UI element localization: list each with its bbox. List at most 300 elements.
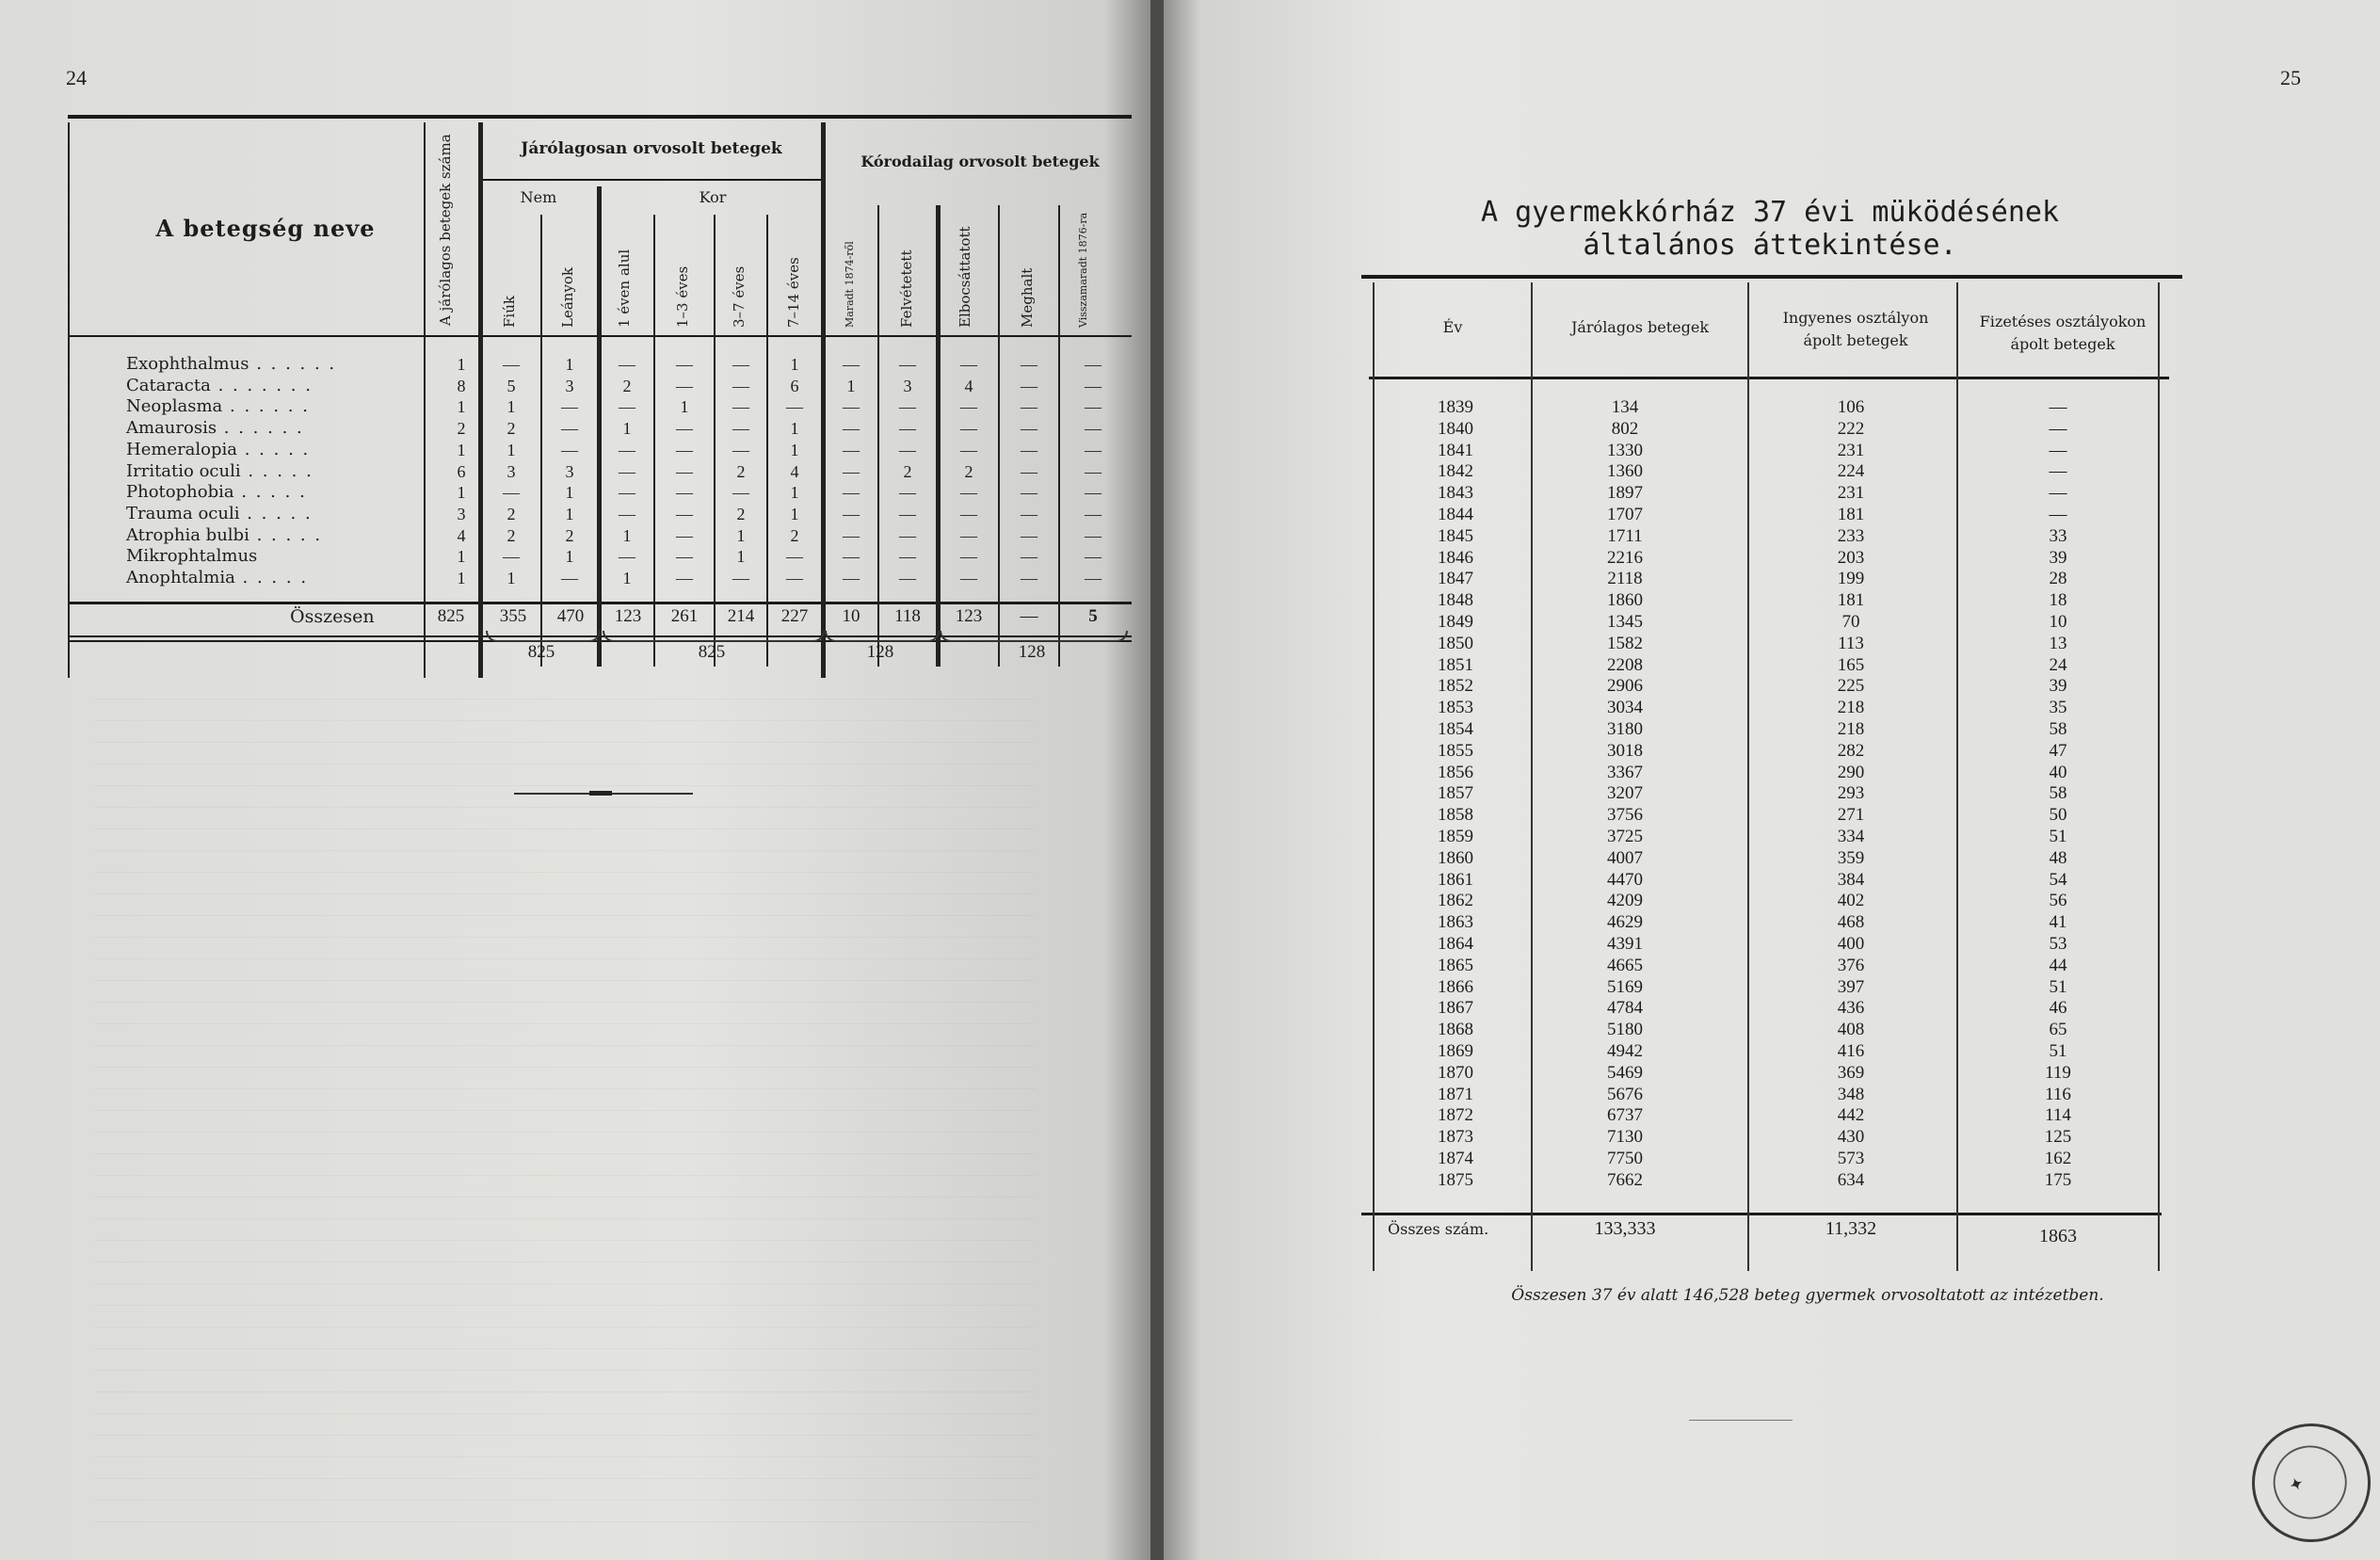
age-sum: 825 bbox=[698, 642, 726, 662]
table-cell: — bbox=[732, 440, 749, 459]
table-cell: 1840 bbox=[1438, 418, 1473, 439]
table-cell: 1 bbox=[790, 419, 799, 439]
table-cell: 408 bbox=[1837, 1020, 1865, 1040]
disease-name: Anophtalmia . . . . . bbox=[126, 568, 309, 588]
table-cell: — bbox=[960, 504, 977, 523]
table-cell: — bbox=[619, 483, 635, 503]
table-cell: 218 bbox=[1837, 698, 1865, 718]
table-cell: — bbox=[732, 569, 749, 588]
table-cell: 1 bbox=[846, 376, 856, 395]
col-line bbox=[1747, 282, 1749, 1271]
table-cell: 44 bbox=[2049, 955, 2067, 975]
col-line bbox=[1956, 282, 1958, 1271]
disease-name: Hemeralopia . . . . . bbox=[126, 439, 311, 459]
table-cell: 1858 bbox=[1438, 805, 1473, 826]
top-rule bbox=[68, 115, 1132, 119]
table-cell: 1 bbox=[457, 397, 466, 417]
table-cell: — bbox=[1085, 419, 1102, 439]
table-cell: 5 bbox=[507, 376, 516, 395]
table-cell: — bbox=[1021, 504, 1037, 523]
table-cell: 1862 bbox=[1438, 891, 1473, 911]
table-cell: — bbox=[676, 504, 693, 523]
admitted-sum-brace bbox=[825, 631, 940, 642]
table-cell: 2 bbox=[565, 525, 574, 545]
col-header-age7-14: 7–14 éves bbox=[785, 257, 802, 328]
count-header: A járólagos betegek száma bbox=[437, 134, 454, 326]
table-cell: 442 bbox=[1837, 1105, 1865, 1126]
table-cell: 1866 bbox=[1438, 976, 1473, 997]
table-cell: — bbox=[619, 547, 635, 567]
table-cell: 1843 bbox=[1438, 483, 1473, 504]
table-cell: 1856 bbox=[1438, 762, 1473, 782]
table-cell: 1 bbox=[622, 569, 632, 588]
table-cell: — bbox=[732, 419, 749, 439]
col-header-felvetetett: Felvétetett bbox=[898, 249, 915, 328]
table-cell: 1842 bbox=[1438, 461, 1473, 482]
total-under1: 123 bbox=[614, 606, 642, 626]
table-cell: 125 bbox=[2044, 1127, 2072, 1148]
table-cell: — bbox=[899, 483, 916, 503]
table-cell: 53 bbox=[2049, 933, 2067, 954]
table-cell: 40 bbox=[2049, 762, 2067, 782]
table-cell: 3 bbox=[565, 461, 574, 481]
table-cell: 1 bbox=[790, 504, 799, 523]
table-cell: — bbox=[561, 419, 578, 439]
table-cell: 1 bbox=[680, 397, 689, 417]
table-cell: 282 bbox=[1837, 740, 1865, 761]
table-cell: — bbox=[1021, 419, 1037, 439]
disease-table bbox=[68, 111, 1132, 667]
disease-name: Photophobia . . . . . bbox=[126, 482, 307, 503]
table-cell: 116 bbox=[2045, 1084, 2071, 1104]
table-cell: — bbox=[899, 419, 916, 439]
table-cell: 1859 bbox=[1438, 826, 1473, 846]
table-cell: 1 bbox=[790, 483, 799, 503]
table-cell: 1860 bbox=[1607, 590, 1643, 611]
table-cell: 4784 bbox=[1607, 998, 1643, 1019]
outpatients-column bbox=[1578, 397, 1672, 1191]
table-cell: — bbox=[960, 483, 977, 503]
table-cell: — bbox=[561, 569, 578, 588]
table-cell: 165 bbox=[1837, 654, 1865, 675]
disease-name: Atrophia bulbi . . . . . bbox=[126, 524, 323, 545]
table-cell: 233 bbox=[1837, 525, 1865, 546]
table-cell: — bbox=[899, 355, 916, 374]
table-cell: 1852 bbox=[1438, 676, 1473, 697]
table-cell: 39 bbox=[2049, 676, 2067, 697]
table-cell: — bbox=[561, 397, 578, 417]
table-cell: 70 bbox=[1841, 611, 1860, 632]
table-cell: 2208 bbox=[1607, 654, 1643, 675]
table-cell: 5180 bbox=[1607, 1020, 1643, 1040]
table-cell: 3018 bbox=[1607, 740, 1643, 761]
table-cell: — bbox=[676, 440, 693, 459]
col-header-age1-3: 1–3 éves bbox=[674, 265, 691, 328]
sex-sum: 825 bbox=[527, 642, 555, 662]
table-cell: 47 bbox=[2049, 740, 2067, 761]
table-cell: 8 bbox=[457, 376, 466, 395]
age-subheader: Kor bbox=[699, 188, 727, 206]
table-cell: 1869 bbox=[1438, 1040, 1473, 1061]
table-cell: 334 bbox=[1837, 826, 1865, 846]
table-cell: 1846 bbox=[1438, 547, 1473, 568]
table-cell: 181 bbox=[1837, 504, 1865, 524]
total-age3-7: 214 bbox=[727, 606, 755, 626]
page-title: A gyermekkórház 37 évi müködésének általános áttekintése. bbox=[1480, 196, 2060, 262]
table-cell: 1 bbox=[622, 419, 632, 439]
table-cell: 369 bbox=[1837, 1062, 1865, 1083]
table-cell: 114 bbox=[2045, 1105, 2071, 1126]
table-cell: 1875 bbox=[1438, 1169, 1473, 1190]
table-cell: — bbox=[503, 483, 520, 503]
table-cell: — bbox=[503, 355, 520, 374]
table-cell: 1582 bbox=[1607, 633, 1643, 653]
table-cell: — bbox=[1085, 355, 1102, 374]
page-number-left: 24 bbox=[66, 66, 87, 89]
table-cell: 1873 bbox=[1438, 1127, 1473, 1148]
table-cell: — bbox=[619, 461, 635, 481]
table-cell: 2906 bbox=[1607, 676, 1643, 697]
table-cell: 1 bbox=[736, 547, 746, 567]
table-cell: — bbox=[732, 397, 749, 417]
table-cell: 6 bbox=[457, 461, 466, 481]
table-cell: 3034 bbox=[1607, 698, 1643, 718]
col-header-maradt: Maradt 1874-ről bbox=[844, 241, 856, 328]
table-cell: 1874 bbox=[1438, 1148, 1473, 1168]
table-cell: — bbox=[1021, 376, 1037, 395]
table-cell: — bbox=[843, 547, 860, 567]
disease-name: Trauma oculi . . . . . bbox=[126, 503, 313, 523]
table-cell: 430 bbox=[1837, 1127, 1865, 1148]
table-cell: — bbox=[960, 569, 977, 588]
table-cell: 1849 bbox=[1438, 611, 1473, 632]
table-cell: — bbox=[786, 397, 803, 417]
table-cell: 162 bbox=[2044, 1148, 2072, 1168]
table-cell: 1 bbox=[457, 547, 466, 567]
totals-label: Összesen bbox=[290, 606, 375, 627]
table-cell: — bbox=[899, 504, 916, 523]
col-header-age3-7: 3–7 éves bbox=[731, 265, 748, 328]
table-cell: 1855 bbox=[1438, 740, 1473, 761]
table-cell: 1 bbox=[736, 525, 746, 545]
table-cell: — bbox=[676, 355, 693, 374]
table-cell: 2 bbox=[507, 525, 516, 545]
discharged-sum: 128 bbox=[1018, 642, 1046, 662]
table-cell: 2 bbox=[622, 376, 632, 395]
total-felvetetett: 118 bbox=[894, 606, 921, 626]
col-header-under1: 1 éven alul bbox=[616, 249, 633, 328]
age-sum-brace bbox=[603, 631, 825, 642]
table-cell: 41 bbox=[2049, 912, 2067, 933]
table-cell: 1848 bbox=[1438, 590, 1473, 611]
table-cell: 2 bbox=[507, 504, 516, 523]
table-cell: 113 bbox=[1838, 633, 1864, 653]
visszamaradt-column bbox=[1060, 354, 1126, 589]
paying-ward-column bbox=[2011, 397, 2105, 1191]
table-cell: 3 bbox=[457, 504, 466, 523]
table-cell: — bbox=[843, 461, 860, 481]
table-cell: — bbox=[561, 440, 578, 459]
table-cell: 634 bbox=[1837, 1169, 1865, 1190]
book-gutter bbox=[1150, 0, 1164, 1560]
table-cell: 46 bbox=[2049, 998, 2067, 1019]
table-cell: — bbox=[1021, 440, 1037, 459]
table-cell: 3 bbox=[507, 461, 516, 481]
top-rule bbox=[1361, 275, 2182, 279]
col-line bbox=[1531, 282, 1533, 1271]
table-cell: — bbox=[786, 547, 803, 567]
table-cell: 56 bbox=[2049, 891, 2067, 911]
table-cell: 5169 bbox=[1607, 976, 1643, 997]
paying-ward-header: Fizetéses osztályokon ápolt betegek bbox=[1979, 313, 2147, 353]
table-cell: — bbox=[1085, 440, 1102, 459]
table-cell: 54 bbox=[2049, 869, 2067, 890]
table-cell: — bbox=[676, 569, 693, 588]
table-cell: 7130 bbox=[1607, 1127, 1643, 1148]
table-cell: 4942 bbox=[1607, 1040, 1643, 1061]
table-cell: 48 bbox=[2049, 847, 2067, 868]
table-cell: 1 bbox=[565, 355, 574, 374]
table-cell: — bbox=[899, 525, 916, 545]
table-cell: 1 bbox=[457, 569, 466, 588]
table-cell: 1867 bbox=[1438, 998, 1473, 1019]
table-cell: 224 bbox=[1837, 461, 1865, 482]
table-cell: — bbox=[732, 355, 749, 374]
table-cell: — bbox=[843, 483, 860, 503]
table-cell: 1851 bbox=[1438, 654, 1473, 675]
table-cell: 290 bbox=[1837, 762, 1865, 782]
table-cell: 18 bbox=[2049, 590, 2067, 611]
table-cell: 3 bbox=[903, 376, 912, 395]
total-visszamaradt: 5 bbox=[1088, 606, 1098, 626]
table-cell: 4007 bbox=[1607, 847, 1643, 868]
table-cell: 2 bbox=[736, 461, 746, 481]
table-cell: 402 bbox=[1837, 891, 1865, 911]
table-cell: — bbox=[1021, 355, 1037, 374]
total-age1-3: 261 bbox=[670, 606, 699, 626]
table-cell: 400 bbox=[1837, 933, 1865, 954]
table-cell: 24 bbox=[2049, 654, 2067, 675]
table-cell: 2 bbox=[964, 461, 973, 481]
discharged-sum-brace bbox=[940, 631, 1128, 642]
table-cell: — bbox=[2049, 418, 2067, 439]
table-cell: 13 bbox=[2049, 633, 2067, 653]
free-ward-header: Ingyenes osztályon ápolt betegek bbox=[1782, 309, 1929, 349]
disease-names bbox=[126, 354, 336, 589]
totals-label: Összes szám. bbox=[1388, 1220, 1489, 1238]
table-cell: 1863 bbox=[1438, 912, 1473, 933]
table-cell: — bbox=[1021, 483, 1037, 503]
table-cell: 468 bbox=[1837, 912, 1865, 933]
table-cell: — bbox=[960, 547, 977, 567]
table-cell: 1345 bbox=[1607, 611, 1643, 632]
table-cell: 1707 bbox=[1607, 504, 1643, 524]
table-cell: 35 bbox=[2049, 698, 2067, 718]
year-header: Év bbox=[1442, 318, 1463, 336]
table-cell: — bbox=[899, 397, 916, 417]
under1-column bbox=[601, 354, 653, 589]
table-cell: 436 bbox=[1837, 998, 1865, 1019]
table-cell: 1 bbox=[507, 397, 516, 417]
disease-name: Amaurosis . . . . . . bbox=[126, 418, 304, 439]
table-cell: — bbox=[676, 525, 693, 545]
outpatient-group-header: Járólagosan orvosolt betegek bbox=[521, 139, 782, 158]
leanyok-column bbox=[542, 354, 597, 589]
table-cell: 4629 bbox=[1607, 912, 1643, 933]
table-cell: 3207 bbox=[1607, 783, 1643, 804]
table-cell: — bbox=[1085, 547, 1102, 567]
table-cell: 6737 bbox=[1607, 1105, 1643, 1126]
total-count: 825 bbox=[437, 606, 465, 626]
disease-name: Exophthalmus . . . . . . bbox=[126, 354, 337, 374]
table-cell: — bbox=[503, 547, 520, 567]
table-cell: 5469 bbox=[1607, 1062, 1643, 1083]
table-cell: — bbox=[960, 355, 977, 374]
table-cell: — bbox=[1085, 461, 1102, 481]
table-cell: 1 bbox=[622, 525, 632, 545]
table-cell: — bbox=[786, 569, 803, 588]
col-line bbox=[1373, 282, 1375, 1271]
table-cell: 6 bbox=[790, 376, 799, 395]
table-cell: 4 bbox=[790, 461, 799, 481]
table-cell: 199 bbox=[1837, 569, 1865, 589]
total-elbocsattatott: 123 bbox=[955, 606, 983, 626]
total-maradt: 10 bbox=[842, 606, 860, 626]
table-cell: 1 bbox=[565, 547, 574, 567]
year-column bbox=[1418, 397, 1493, 1191]
table-cell: 1897 bbox=[1607, 483, 1643, 504]
col-header-elbocsattatott: Elbocsáttatott bbox=[957, 226, 973, 328]
table-cell: 4391 bbox=[1607, 933, 1643, 954]
table-cell: 58 bbox=[2049, 718, 2067, 739]
table-cell: — bbox=[2049, 397, 2067, 417]
table-cell: 1844 bbox=[1438, 504, 1473, 524]
table-cell: 7662 bbox=[1607, 1169, 1643, 1190]
table-cell: 1711 bbox=[1607, 525, 1643, 546]
table-cell: — bbox=[619, 504, 635, 523]
table-cell: — bbox=[619, 355, 635, 374]
section-divider bbox=[514, 793, 693, 795]
table-cell: 1 bbox=[507, 569, 516, 588]
table-cell: 4 bbox=[964, 376, 973, 395]
table-cell: — bbox=[732, 483, 749, 503]
table-cell: — bbox=[1085, 483, 1102, 503]
table-cell: 1854 bbox=[1438, 718, 1473, 739]
table-cell: 359 bbox=[1837, 847, 1865, 868]
disease-name-header: A betegség neve bbox=[155, 215, 376, 242]
age7-14-column bbox=[768, 354, 821, 589]
table-cell: — bbox=[843, 419, 860, 439]
table-cell: — bbox=[843, 504, 860, 523]
table-cell: 271 bbox=[1837, 805, 1865, 826]
total-leanyok: 470 bbox=[556, 606, 585, 626]
count-column bbox=[444, 354, 478, 589]
table-cell: 51 bbox=[2049, 1040, 2067, 1061]
table-cell: — bbox=[899, 440, 916, 459]
table-cell: 1870 bbox=[1438, 1062, 1473, 1083]
table-cell: 1 bbox=[565, 483, 574, 503]
col-header-fiuk: Fiúk bbox=[501, 296, 518, 328]
table-cell: 203 bbox=[1837, 547, 1865, 568]
table-cell: 3367 bbox=[1607, 762, 1643, 782]
table-cell: — bbox=[2049, 461, 2067, 482]
table-cell: — bbox=[1085, 376, 1102, 395]
table-cell: — bbox=[1085, 397, 1102, 417]
col-header-visszamaradt: Visszamaradt 1876-ra bbox=[1077, 212, 1089, 328]
table-cell: 231 bbox=[1837, 440, 1865, 460]
table-cell: 1871 bbox=[1438, 1084, 1473, 1104]
table-cell: 1861 bbox=[1438, 869, 1473, 890]
stamp-mark: ✦ bbox=[2287, 1473, 2306, 1495]
table-cell: 65 bbox=[2049, 1020, 2067, 1040]
header-bottom-rule bbox=[1369, 377, 2169, 379]
table-cell: 3756 bbox=[1607, 805, 1643, 826]
felvetetett-column bbox=[879, 354, 936, 589]
yearly-overview-table bbox=[1361, 275, 2182, 1273]
table-cell: 1 bbox=[457, 483, 466, 503]
table-cell: — bbox=[1021, 461, 1037, 481]
table-cell: — bbox=[2049, 440, 2067, 460]
table-cell: — bbox=[960, 440, 977, 459]
table-cell: 2 bbox=[790, 525, 799, 545]
table-cell: 1360 bbox=[1607, 461, 1643, 482]
table-cell: — bbox=[960, 419, 977, 439]
table-cell: 1841 bbox=[1438, 440, 1473, 460]
col-line bbox=[424, 122, 426, 678]
table-cell: — bbox=[843, 397, 860, 417]
fiuk-column bbox=[482, 354, 540, 589]
table-cell: — bbox=[619, 440, 635, 459]
table-cell: 28 bbox=[2049, 569, 2067, 589]
disease-name: Mikrophtalmus bbox=[126, 546, 258, 567]
table-cell: 1872 bbox=[1438, 1105, 1473, 1126]
table-cell: — bbox=[676, 419, 693, 439]
table-cell: 58 bbox=[2049, 783, 2067, 804]
total-outpatients: 133,333 bbox=[1594, 1218, 1656, 1239]
table-cell: 4470 bbox=[1607, 869, 1643, 890]
table-cell: 218 bbox=[1837, 718, 1865, 739]
col-header-leanyok: Leányok bbox=[559, 266, 576, 328]
table-cell: 51 bbox=[2049, 826, 2067, 846]
table-cell: — bbox=[676, 547, 693, 567]
table-cell: 175 bbox=[2044, 1169, 2072, 1190]
table-cell: 3725 bbox=[1607, 826, 1643, 846]
table-cell: 1845 bbox=[1438, 525, 1473, 546]
maradt-column bbox=[825, 354, 877, 589]
total-paying-ward: 1863 bbox=[2039, 1226, 2077, 1246]
table-cell: 1850 bbox=[1438, 633, 1473, 653]
outpatients-header: Járólagos betegek bbox=[1570, 318, 1710, 336]
table-cell: — bbox=[1085, 504, 1102, 523]
table-cell: 2 bbox=[507, 419, 516, 439]
table-cell: 181 bbox=[1837, 590, 1865, 611]
table-cell: — bbox=[843, 525, 860, 545]
table-cell: 1868 bbox=[1438, 1020, 1473, 1040]
table-cell: — bbox=[732, 376, 749, 395]
sex-sum-brace bbox=[486, 631, 601, 642]
table-cell: 1865 bbox=[1438, 955, 1473, 975]
table-cell: — bbox=[843, 440, 860, 459]
free-ward-column bbox=[1804, 397, 1898, 1191]
sex-subheader: Nem bbox=[520, 188, 557, 206]
table-cell: 5676 bbox=[1607, 1084, 1643, 1104]
table-cell: — bbox=[1021, 525, 1037, 545]
table-cell: — bbox=[676, 483, 693, 503]
table-cell: — bbox=[899, 547, 916, 567]
page-number-right: 25 bbox=[2280, 66, 2301, 89]
table-cell: — bbox=[1085, 569, 1102, 588]
table-cell: 2 bbox=[736, 504, 746, 523]
